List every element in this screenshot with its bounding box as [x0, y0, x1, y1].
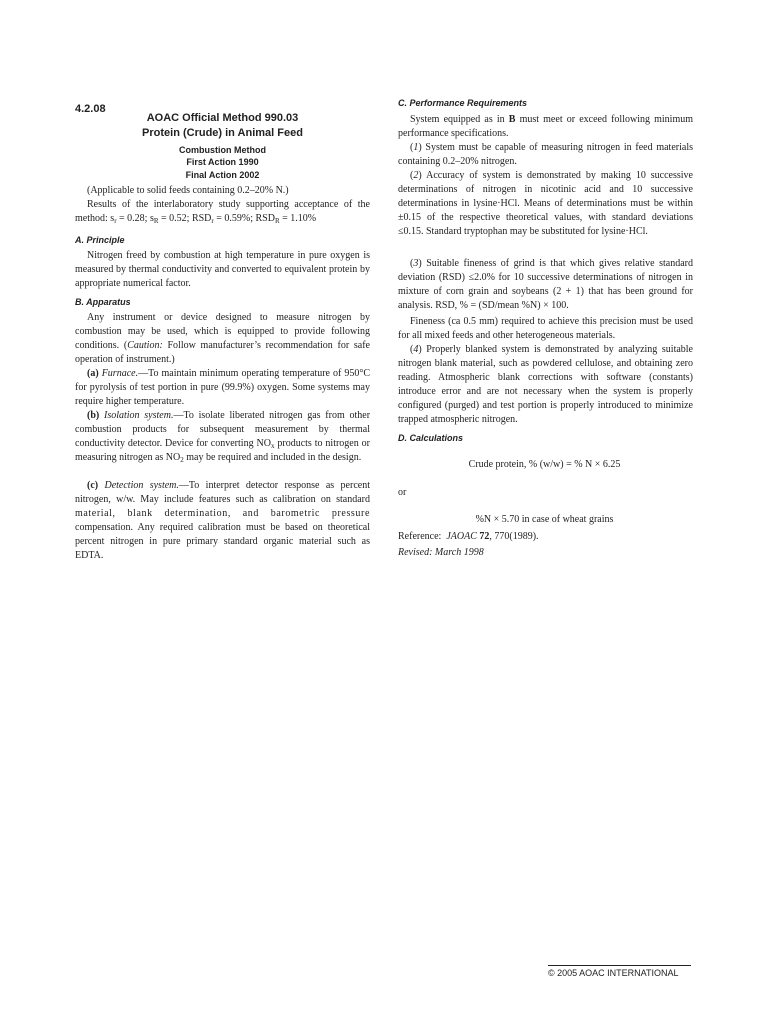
revision-date: Revised: March 1998	[398, 547, 484, 558]
calculations-heading: D. Calculations	[398, 433, 464, 443]
apparatus-intro: Any instrument or device designed to measure nitrogen by combustion may be used, which is equipped to provide following conditions. (Caution: Follow manufacturer’s recommendation for safe operation of instrument.)	[75, 312, 370, 365]
crude-protein-formula: Crude protein, % (w/w) = % N × 6.25	[468, 459, 621, 470]
wheat-formula: %N × 5.70 in case of wheat grains	[475, 514, 614, 525]
performance-heading: C. Performance Requirements	[398, 98, 528, 108]
principle-text: Nitrogen freed by combustion at high temperature in pure oxygen is measured by thermal conductivity and converted to equivalent protein by appropriate numerical factor.	[75, 250, 370, 289]
method-type: Combustion Method	[179, 145, 266, 155]
principle-heading: A. Principle	[75, 235, 125, 245]
performance-fineness: Fineness (ca 0.5 mm) required to achieve this precision must be used for all mixed feeds and other heterogeneous materials.	[398, 316, 693, 341]
final-action: Final Action 2002	[185, 170, 260, 180]
apparatus-furnace: (a) Furnace.—To maintain minimum operating temperature of 950°C for pyrolysis of test portion in pure (99.9%) oxygen. Some systems may require higher temperature.	[75, 368, 371, 407]
apparatus-heading: B. Apparatus	[75, 297, 131, 307]
performance-item-3: (3) Suitable fineness of grind is that which gives relative standard deviation (RSD) ≤2.0% for 10 successive determinations of nitrogen in mixture of corn grain and soybeans (2 + 1) that has been ground for analysis. RSD, % = (SD/mean %N) × 100.	[398, 258, 693, 311]
performance-intro: System equipped as in B must meet or exceed following minimum performance specifications.	[398, 114, 693, 139]
section-number: 4.2.08	[75, 103, 106, 115]
formula-or: or	[398, 487, 407, 498]
footer-rule	[548, 965, 691, 966]
method-subtitle: Protein (Crude) in Animal Feed	[142, 127, 303, 139]
apparatus-isolation-system: (b) Isolation system.—To isolate liberated nitrogen gas from other combustion products for subsequent measurement by thermal conductivity detector. Device for converting $NO_x$ products to nitrogen or measuring nitrogen as $NO_2$ may be required and included in the design.	[75, 410, 371, 464]
reference: Reference: JAOAC 72, 770(1989).	[398, 531, 539, 542]
performance-item-2: (2) Accuracy of system is demonstrated by making 10 successive determinations of nitrogen in nicotinic acid and 10 successive determinations in lysine·HCl. Means of determinations must be within ±0.15 of the respective theoretical values, with standard deviations ≤0.15. Standard tryptophan may be substituted for lysine·HCl.	[398, 170, 693, 237]
applicability-note: (Applicable to solid feeds containing 0.2–20% N.)	[87, 185, 289, 196]
footer-copyright: © 2005 AOAC INTERNATIONAL	[548, 968, 679, 978]
performance-item-4: (4) Properly blanked system is demonstrated by analyzing suitable nitrogen blank material, such as powdered cellulose, and obtaining zero reading. Atmospheric blank corrections with software (constants) introduce error and are not necessary when the system is properly configured (purged) and test portion is properly introduced to minimize trapped atmospheric nitrogen.	[398, 344, 693, 425]
interlab-results: Results of the interlaboratory study supporting acceptance of the method: $s_r = 0.28$; $s_R = 0.52$; $RSD_r = 0.59\%$; $RSD_R = 1.10\%$	[75, 199, 370, 225]
first-action: First Action 1990	[186, 157, 259, 167]
apparatus-detection-system: (c) Detection system.—To interpret detector response as percent nitrogen, w/w. May include features such as calibration on standard material, blank determination, and barometric pressure compensation. Any required calibration must be based on theoretical percent nitrogen in pure primary standard organic material such as EDTA.	[75, 480, 370, 561]
performance-item-1: (1) System must be capable of measuring nitrogen in feed materials containing 0.2–20% nitrogen.	[398, 142, 693, 167]
method-title: AOAC Official Method 990.03	[146, 112, 299, 124]
